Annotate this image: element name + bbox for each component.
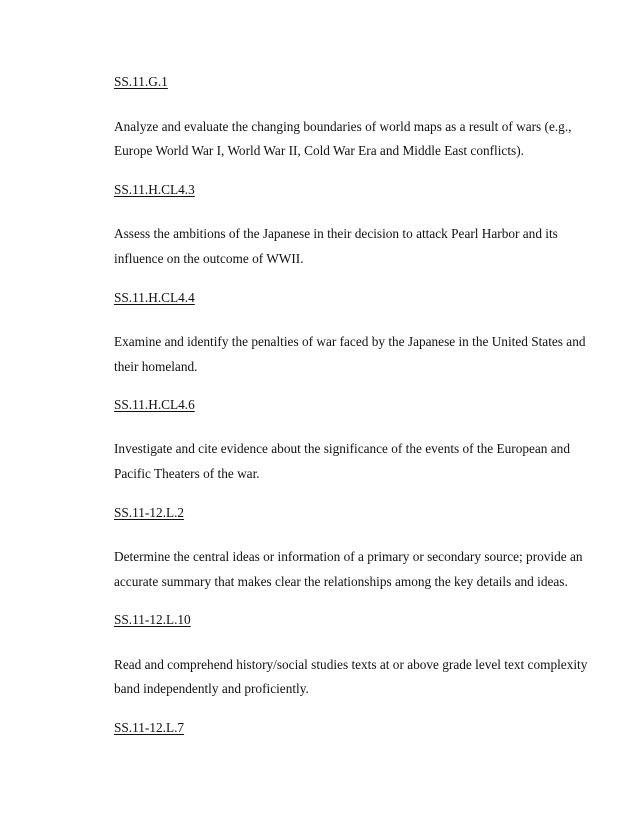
standard-description-line: band independently and proficiently. [114, 681, 309, 696]
standard-description-line: Determine the central ideas or information of a primary or secondary source; provide an [114, 549, 583, 564]
standard-description-line: Assess the ambitions of the Japanese in their decision to attack Pearl Harbor and its [114, 226, 558, 241]
standard-code: SS.11.H.CL4.6 [114, 397, 195, 412]
standard-description-line: Examine and identify the penalties of war faced by the Japanese in the United States and [114, 334, 586, 349]
standard-description-line: Analyze and evaluate the changing boundaries of world maps as a result of wars (e.g., [114, 119, 572, 134]
standard-code: SS.11-12.L.10 [114, 612, 191, 627]
standard-description-line: Pacific Theaters of the war. [114, 466, 260, 481]
standard-description-line: Investigate and cite evidence about the significance of the events of the European and [114, 441, 570, 456]
standard-code: SS.11.H.CL4.3 [114, 182, 195, 197]
standard-code: SS.11.H.CL4.4 [114, 290, 195, 305]
standard-code: SS.11.G.1 [114, 74, 168, 89]
standard-description-line: their homeland. [114, 359, 198, 374]
standard-description-line: Read and comprehend history/social studies texts at or above grade level text complexity [114, 657, 588, 672]
standard-code: SS.11-12.L.7 [114, 720, 185, 735]
standard-code: SS.11-12.L.2 [114, 505, 185, 520]
standard-description-line: Europe World War I, World War II, Cold War Era and Middle East conflicts). [114, 143, 524, 158]
standard-description-line: accurate summary that makes clear the relationships among the key details and ideas. [114, 574, 568, 589]
standard-description-line: influence on the outcome of WWII. [114, 251, 304, 266]
